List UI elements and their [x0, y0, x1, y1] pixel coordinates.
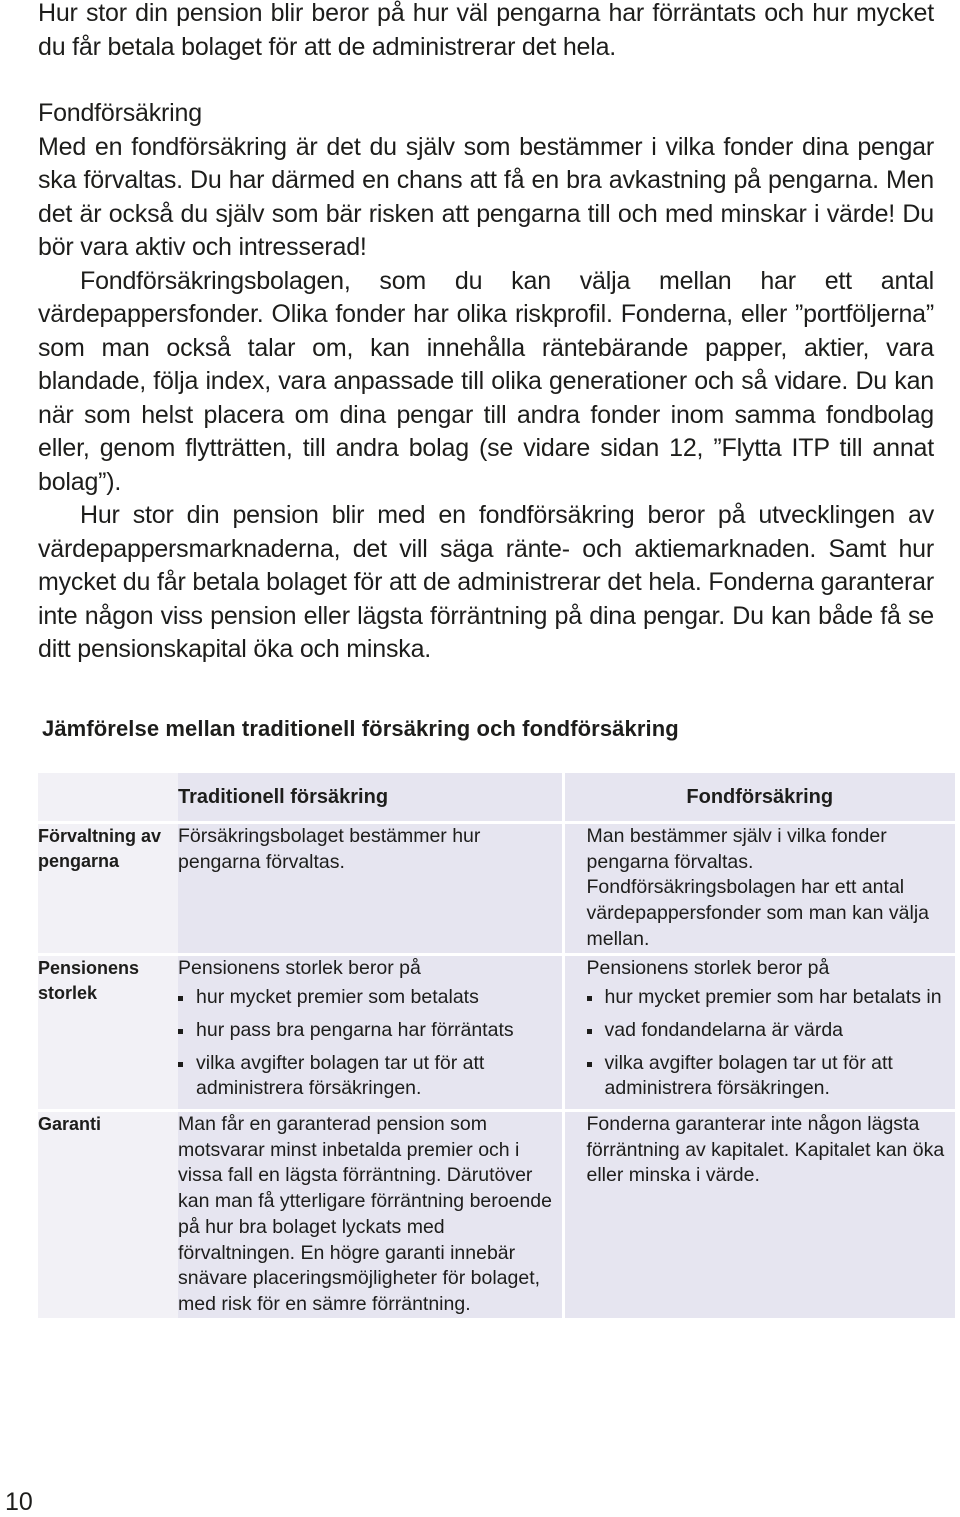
table-header-row	[38, 773, 955, 823]
traditional-cell	[178, 954, 563, 1111]
comparison-table	[38, 773, 955, 1318]
header-traditional: Traditionell försäkring	[178, 773, 563, 823]
bullet-item: hur mycket premier som betalats	[178, 985, 562, 1011]
section-heading: Fondförsäkring	[38, 99, 202, 127]
row-label: Förvaltning av pengarna	[38, 823, 178, 955]
table-row	[38, 1111, 955, 1318]
fond-cell: Man bestämmer själv i vilka fonder pengarna förvaltas. Fondförsäkringsbolagen har ett antal värdepappersfonder som man kan välja mellan.	[563, 823, 955, 955]
header-fond: Fondförsäkring	[563, 773, 955, 823]
traditional-cell: Man får en garanterad pension som motsvarar minst inbetalda premier och i vissa fall en lägsta förräntning. Därutöver kan man få ytterligare förräntning beroende på hur bra bolaget lyckats med förvaltningen. En högre garanti innebär snävare placeringsmöjligheter för bolaget, med risk för en sämre förräntning.	[178, 1111, 563, 1318]
intro-paragraph: Hur stor din pension blir beror på hur väl pengarna har förräntats och hur mycket du får betala bolaget för att de administrerar det hela.	[38, 0, 934, 61]
fond-cell	[563, 954, 955, 1111]
paragraph-2: Fondförsäkringsbolagen, som du kan välja mellan har ett antal värdepappersfonder. Olika fonder har olika riskprofil. Fonderna, eller ”portföljerna” som man också talar om, kan innehålla räntebärande papper, aktier, vara blandade, följa index, vara anpassade till olika generationer och så vidare. Du kan när som helst placera om dina pengar till andra fonder inom samma fondbolag eller, genom flytträtten, till andra bolag (se vidare sidan 12, ”Flytta ITP till annat bolag”).	[38, 266, 934, 496]
traditional-cell: Försäkringsbolaget bestämmer hur pengarna förvaltas.	[178, 823, 563, 955]
bullet-item: hur mycket premier som har betalats in	[587, 985, 956, 1011]
table-row	[38, 954, 955, 1111]
bullet-item: vilka avgifter bolagen tar ut för att administrera försäkringen.	[587, 1051, 956, 1102]
table-row	[38, 823, 955, 955]
paragraph-1: Med en fondförsäkring är det du själv som bestämmer i vilka fonder dina pengar ska förvaltas. Du har därmed en chans att få en bra avkastning på pengarna. Men det är också du själv som bär risken att pengarna till och med minskar i värde! Du bör vara aktiv och intresserad!	[38, 132, 934, 261]
intro-text	[38, 0, 934, 667]
traditional-intro: Pensionens storlek beror på	[178, 956, 421, 979]
paragraph-3: Hur stor din pension blir med en fondförsäkring beror på utvecklingen av värdepappersmarknaderna, det vill säga ränte- och aktiemarknaden. Samt hur mycket du får betala bolaget för att de administrerar det hela. Fonderna garanterar inte någon viss pension eller lägsta förräntning på dina pengar. Du kan både få se ditt pensionskapital öka och minska.	[38, 501, 934, 663]
traditional-bullet-list	[178, 985, 562, 1102]
row-label: Garanti	[38, 1111, 178, 1318]
fond-cell: Fonderna garanterar inte någon lägsta förräntning av kapitalet. Kapitalet kan öka eller minska i värde.	[563, 1111, 955, 1318]
fond-intro: Pensionens storlek beror på	[586, 956, 830, 979]
bullet-item: hur pass bra pengarna har förräntats	[178, 1018, 562, 1044]
fond-bullet-list	[587, 985, 956, 1102]
page-number: 10	[5, 1488, 33, 1516]
header-blank-cell	[38, 773, 178, 823]
row-label: Pensionens storlek	[38, 954, 178, 1111]
bullet-item: vad fondandelarna är värda	[587, 1018, 956, 1044]
bullet-item: vilka avgifter bolagen tar ut för att administrera försäkringen.	[178, 1051, 562, 1102]
table-title: Jämförelse mellan traditionell försäkring och fondförsäkring	[42, 716, 679, 741]
